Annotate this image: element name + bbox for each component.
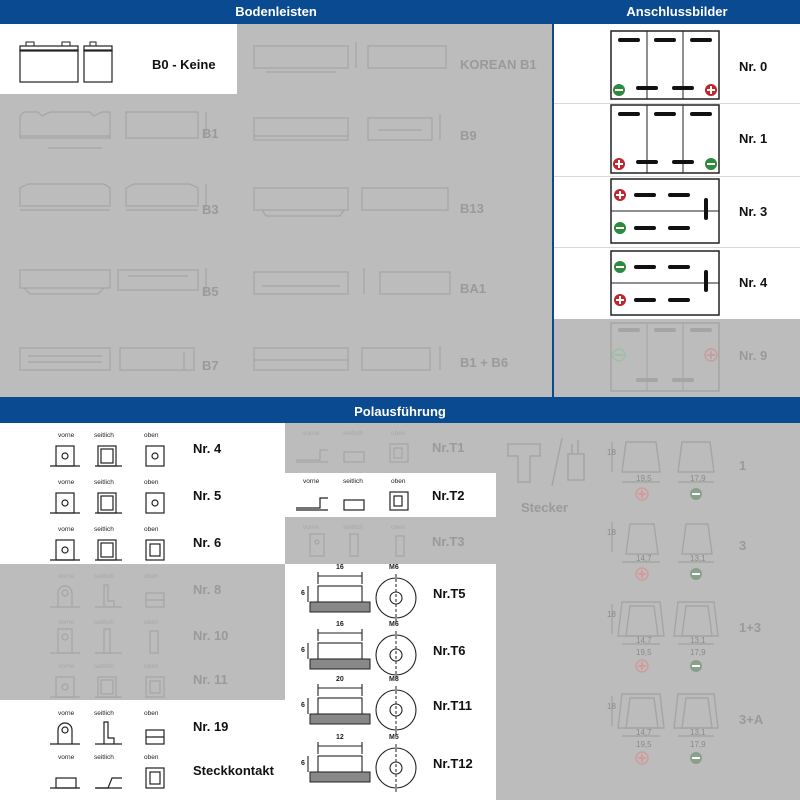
header-polausfuehrung: Polausführung xyxy=(0,400,800,423)
pol-label-col1: Nr. 10 xyxy=(193,628,229,643)
view-label-oben: oben xyxy=(391,478,406,485)
separator xyxy=(554,176,800,177)
terminal-dim-c: 19,5 xyxy=(636,740,652,749)
pol-thread-drawing-icon xyxy=(300,625,430,681)
terminal-dim-a: 14,7 xyxy=(636,728,652,737)
pol-row-drawing-icon xyxy=(50,487,180,519)
terminal-label: 3+A xyxy=(739,712,764,727)
terminal-height: 18 xyxy=(607,610,616,619)
dim-thread: M6 xyxy=(389,564,399,571)
view-label-seitlich: seitlich xyxy=(94,432,114,439)
terminal-dim-b: 13,1 xyxy=(690,554,706,563)
terminal-height: 18 xyxy=(607,448,616,457)
dim-height: 6 xyxy=(301,702,305,709)
view-label-seitlich: seitlich xyxy=(94,619,114,626)
pol-label-col2: Nr.T5 xyxy=(433,586,466,601)
pol-row-drawing-icon xyxy=(292,486,422,516)
terminal-label: 1+3 xyxy=(739,620,762,635)
dim-width: 12 xyxy=(336,734,344,741)
terminal-dim-b: 13,1 xyxy=(690,636,706,645)
view-label-oben: oben xyxy=(144,754,159,761)
view-label-vorne: vorne xyxy=(58,432,75,439)
pol-label-col2: Nr.T1 xyxy=(432,440,465,455)
pol-label-col2: Nr.T6 xyxy=(433,643,466,658)
bodenleiste-label-ba1: BA1 xyxy=(460,281,487,296)
view-label-seitlich: seitlich xyxy=(94,710,114,717)
view-label-seitlich: seitlich xyxy=(343,524,363,531)
b9-drawing-icon xyxy=(252,110,462,160)
terminal-dim-a: 14,7 xyxy=(636,636,652,645)
view-label-vorne: vorne xyxy=(58,479,75,486)
dim-width: 16 xyxy=(336,621,344,628)
anschluss-label-nr1: Nr. 1 xyxy=(739,131,768,146)
anschluss-label-nr3: Nr. 3 xyxy=(739,204,768,219)
terminal-label: 3 xyxy=(739,538,747,553)
bodenleiste-label-b9: B9 xyxy=(460,128,477,143)
terminal-dim-d: 17,9 xyxy=(690,740,706,749)
view-label-oben: oben xyxy=(144,526,159,533)
dim-thread: M8 xyxy=(389,676,399,683)
anschluss-nr0-icon xyxy=(610,30,720,100)
bodenleiste-label-b13: B13 xyxy=(460,201,484,216)
bodenleisten-left-grey xyxy=(0,94,237,397)
header-bodenleisten: Bodenleisten xyxy=(0,0,552,24)
dim-width: 20 xyxy=(336,676,344,683)
bodenleiste-label-b0: B0 - Keine xyxy=(152,57,216,72)
b1-b6-drawing-icon xyxy=(252,342,462,388)
bodenleiste-label-b1-b6: B1 + B6 xyxy=(460,355,509,370)
view-label-oben: oben xyxy=(391,524,406,531)
terminal-height: 18 xyxy=(607,702,616,711)
anschluss-nr9-icon xyxy=(610,322,720,392)
pol-label-col1: Nr. 19 xyxy=(193,719,229,734)
pol-row-drawing-icon xyxy=(50,718,180,750)
pol-label-col2: Nr.T2 xyxy=(432,488,465,503)
view-label-seitlich: seitlich xyxy=(343,430,363,437)
view-label-oben: oben xyxy=(144,710,159,717)
pol-row-drawing-icon xyxy=(50,581,180,613)
b3-drawing-icon xyxy=(18,178,218,228)
view-label-vorne: vorne xyxy=(303,524,320,531)
dim-width: 16 xyxy=(336,564,344,571)
pol-label-col2: Nr.T12 xyxy=(433,756,473,771)
pol-row-drawing-icon xyxy=(292,438,422,468)
terminal-dim-a: 14,7 xyxy=(636,554,652,563)
separator xyxy=(554,247,800,248)
bodenleiste-label-b3: B3 xyxy=(202,202,219,217)
pol-label-col1: Nr. 8 xyxy=(193,582,222,597)
view-label-vorne: vorne xyxy=(58,526,75,533)
pol-row-drawing-icon xyxy=(50,440,180,472)
terminal-dim-d: 17,9 xyxy=(690,648,706,657)
stecker-label: Stecker xyxy=(521,500,568,515)
terminal-dim-b: 13,1 xyxy=(690,728,706,737)
view-label-vorne: vorne xyxy=(58,663,75,670)
bodenleiste-label-b1: B1 xyxy=(202,126,219,141)
dim-height: 6 xyxy=(301,590,305,597)
anschluss-label-nr0: Nr. 0 xyxy=(739,59,768,74)
bodenleisten-right-grey xyxy=(238,24,552,397)
anschluss-nr4-icon xyxy=(610,250,720,316)
view-label-vorne: vorne xyxy=(303,430,320,437)
pol-thread-drawing-icon xyxy=(300,568,430,624)
terminal-drawing-icon xyxy=(608,690,728,770)
b7-drawing-icon xyxy=(18,344,218,384)
pol-label-col1: Nr. 4 xyxy=(193,441,222,456)
bodenleiste-label-korean-b1: KOREAN B1 xyxy=(460,57,537,72)
view-label-oben: oben xyxy=(144,432,159,439)
view-label-vorne: vorne xyxy=(58,573,75,580)
view-label-oben: oben xyxy=(144,663,159,670)
view-label-seitlich: seitlich xyxy=(343,478,363,485)
anschluss-label-nr9: Nr. 9 xyxy=(739,348,768,363)
view-label-vorne: vorne xyxy=(58,619,75,626)
view-label-seitlich: seitlich xyxy=(94,573,114,580)
terminal-dim-a: 19,5 xyxy=(636,474,652,483)
view-label-vorne: vorne xyxy=(58,710,75,717)
dim-height: 6 xyxy=(301,647,305,654)
b5-drawing-icon xyxy=(18,262,218,312)
view-label-seitlich: seitlich xyxy=(94,663,114,670)
anschluss-label-nr4: Nr. 4 xyxy=(739,275,768,290)
anschluss-nr3-icon xyxy=(610,178,720,244)
terminal-dim-c: 19,5 xyxy=(636,648,652,657)
terminal-drawing-icon xyxy=(608,516,728,596)
battery-outline-icon xyxy=(18,40,114,84)
view-label-oben: oben xyxy=(144,479,159,486)
pol-row-drawing-icon xyxy=(50,627,180,659)
terminal-label: 1 xyxy=(739,458,747,473)
dim-thread: M6 xyxy=(389,621,399,628)
header-anschlussbilder: Anschlussbilder xyxy=(554,0,800,24)
pol-row-drawing-icon xyxy=(50,762,180,794)
dim-thread: M5 xyxy=(389,734,399,741)
terminal-drawing-icon xyxy=(608,598,728,678)
pol-thread-drawing-icon xyxy=(300,738,430,794)
pol-label-col1: Steckkontakt xyxy=(193,763,274,778)
korean-b1-drawing-icon xyxy=(252,38,462,88)
view-label-seitlich: seitlich xyxy=(94,526,114,533)
ba1-drawing-icon xyxy=(252,264,462,314)
pol-label-col1: Nr. 5 xyxy=(193,488,222,503)
dim-height: 6 xyxy=(301,760,305,767)
terminal-height: 18 xyxy=(607,528,616,537)
view-label-seitlich: seitlich xyxy=(94,754,114,761)
stecker-icon xyxy=(506,436,590,492)
view-label-vorne: vorne xyxy=(303,478,320,485)
view-label-seitlich: seitlich xyxy=(94,479,114,486)
pol-row-drawing-icon xyxy=(292,532,422,562)
bodenleiste-label-b5: B5 xyxy=(202,284,219,299)
pol-thread-drawing-icon xyxy=(300,680,430,736)
pol-label-col2: Nr.T3 xyxy=(432,534,465,549)
terminal-drawing-icon xyxy=(608,436,728,516)
view-label-oben: oben xyxy=(391,430,406,437)
view-label-vorne: vorne xyxy=(58,754,75,761)
b1-drawing-icon xyxy=(18,106,218,156)
view-label-oben: oben xyxy=(144,619,159,626)
pol-label-col1: Nr. 6 xyxy=(193,535,222,550)
b13-drawing-icon xyxy=(252,182,462,232)
anschluss-nr1-icon xyxy=(610,104,720,174)
pol-label-col1: Nr. 11 xyxy=(193,672,228,687)
bodenleiste-label-b7: B7 xyxy=(202,358,219,373)
pol-label-col2: Nr.T11 xyxy=(433,698,473,713)
terminal-dim-b: 17,9 xyxy=(690,474,706,483)
view-label-oben: oben xyxy=(144,573,159,580)
bodenleiste-b0-cell xyxy=(0,24,237,94)
pol-row-drawing-icon xyxy=(50,671,180,703)
pol-row-drawing-icon xyxy=(50,534,180,566)
